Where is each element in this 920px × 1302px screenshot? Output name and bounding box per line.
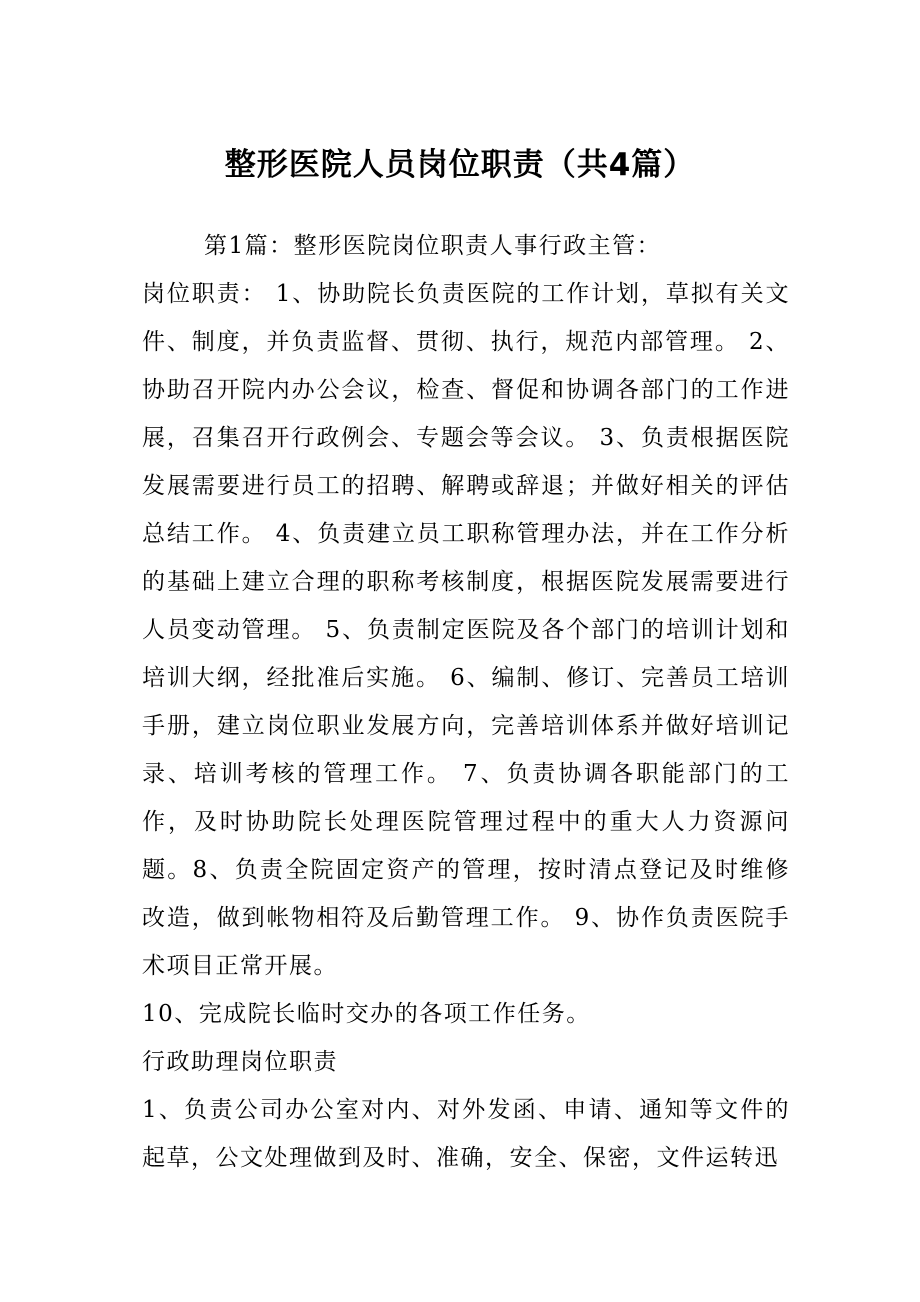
paragraph-duties: 岗位职责： 1、协助院长负责医院的工作计划，草拟有关文件、制度，并负责监督、贯彻、执行，规范内部管理。 2、协助召开院内办公会议，检查、督促和协调各部门的工作进展，召集召开行政例会、专题会等会议。 3、负责根据医院发展需要进行员工的招聘、解聘或辞退；并做好相关的评估总结工作。 4、负责建立员工职称管理办法，并在工作分析的基础上建立合理的职称考核制度，根据医院发展需要进行人员变动管理。 5、负责制定医院及各个部门的培训计划和培训大纲，经批准后实施。 6、编制、修订、完善员工培训手册，建立岗位职业发展方向，完善培训体系并做好培训记录、培训考核的管理工作。 7、负责协调各职能部门的工作，及时协助院长处理医院管理过程中的重大人力资源问题。8、负责全院固定资产的管理，按时清点登记及时维修改造，做到帐物相符及后勤管理工作。 9、协作负责医院手术项目正常开展。 <box>142 281 790 979</box>
document-body <box>142 222 790 1182</box>
document-title: 整形医院人员岗位职责（共4篇） <box>224 147 696 183</box>
paragraph-assistant-duties: 1、负责公司办公室对内、对外发函、申请、通知等文件的起草，公文处理做到及时、准确，安全、保密，文件运转迅 <box>142 1097 790 1171</box>
paragraph-section-heading: 第1篇：整形医院岗位职责人事行政主管： <box>204 233 662 259</box>
paragraph-item-10: 10、完成院长临时交办的各项工作任务。 <box>142 1001 591 1027</box>
paragraph-subheading: 行政助理岗位职责 <box>142 1049 338 1075</box>
